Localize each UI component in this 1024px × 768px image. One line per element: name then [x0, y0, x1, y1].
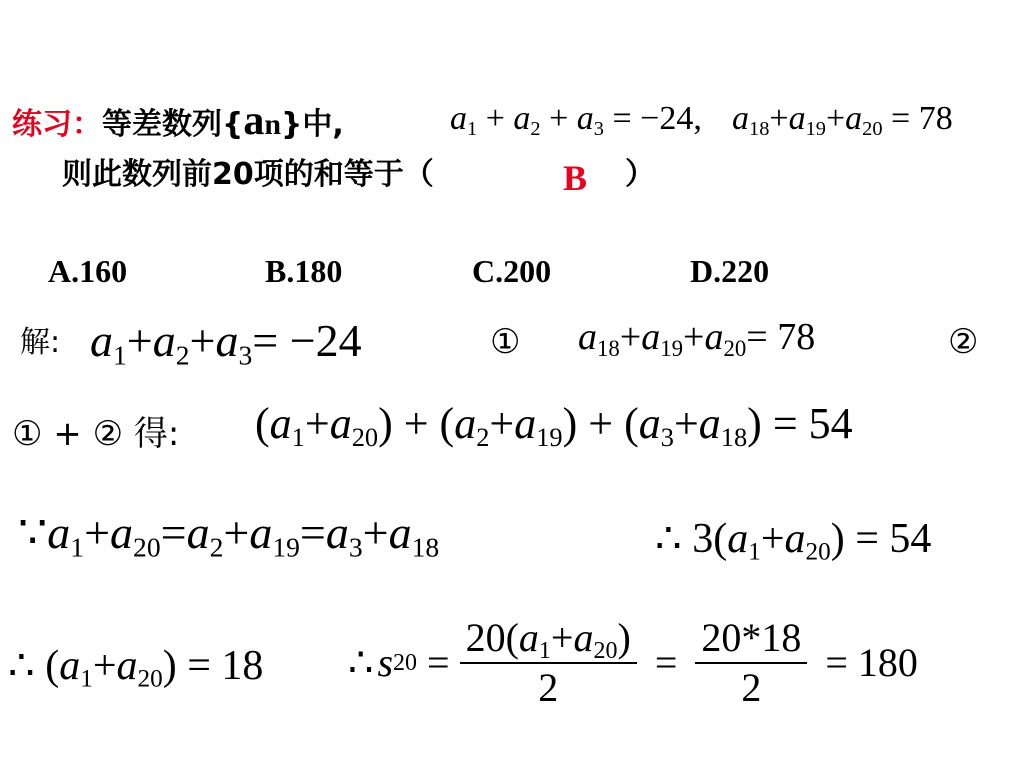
condition-2: $a_{18}+a_{19}+a_{20} = 78$	[732, 100, 953, 141]
equation-2: $a_{18}+a_{19}+a_{20}= 78$	[578, 316, 816, 361]
answer-letter: B	[563, 158, 588, 198]
fraction-1: $\frac{20(a_1+a_{20})}{2}$	[460, 618, 637, 708]
option-b: B.180	[265, 253, 343, 289]
question-label: 练习：	[12, 107, 102, 142]
combine-equation: $(a_1+a_{20}) + (a_2+a_{19}) + (a_3+a_{18}) = 54$	[255, 399, 853, 452]
equation-1: $a_1+a_2+a_3= -24$	[90, 315, 362, 371]
sequence-var: a	[243, 98, 265, 144]
because-equation: $\because a_1+a_{20}=a_2+a_{19}=a_3+a_{18}$	[18, 507, 440, 563]
sequence-sub: n	[264, 108, 282, 141]
question-line-2	[62, 157, 434, 192]
question-prompt: 则此数列前20项的和等于（	[62, 157, 434, 192]
solution-label: 解:	[20, 325, 61, 360]
condition-1: $a_1 + a_2 + a_3 = -24$,	[450, 100, 702, 141]
combine-label: ① + ② 得:	[12, 414, 180, 454]
question-intro: 等差数列{	[102, 107, 244, 142]
question-intro-end: }中,	[281, 107, 344, 142]
option-c: C.200	[472, 253, 552, 289]
therefore-equation-1: ∴ $3(a_1+a_{20}) = 54$	[655, 516, 932, 566]
sum-equation: ∴ s 20 = $\frac{20(a_1+a_{20})}{2}$ = $\frac{20*18}{2}$ = 180	[348, 615, 918, 710]
option-a: A.160	[48, 253, 128, 289]
question-close-paren: ）	[625, 157, 655, 192]
fraction-2: $\frac{20*18}{2}$	[695, 618, 807, 708]
option-d: D.220	[690, 253, 770, 289]
final-result: = 180	[825, 640, 918, 685]
therefore-equation-2: ∴ $(a_1+a_{20}) = 18$	[8, 643, 264, 693]
circle-two: ②	[948, 322, 979, 362]
circle-one: ①	[490, 322, 521, 362]
question-line-1	[12, 100, 344, 142]
